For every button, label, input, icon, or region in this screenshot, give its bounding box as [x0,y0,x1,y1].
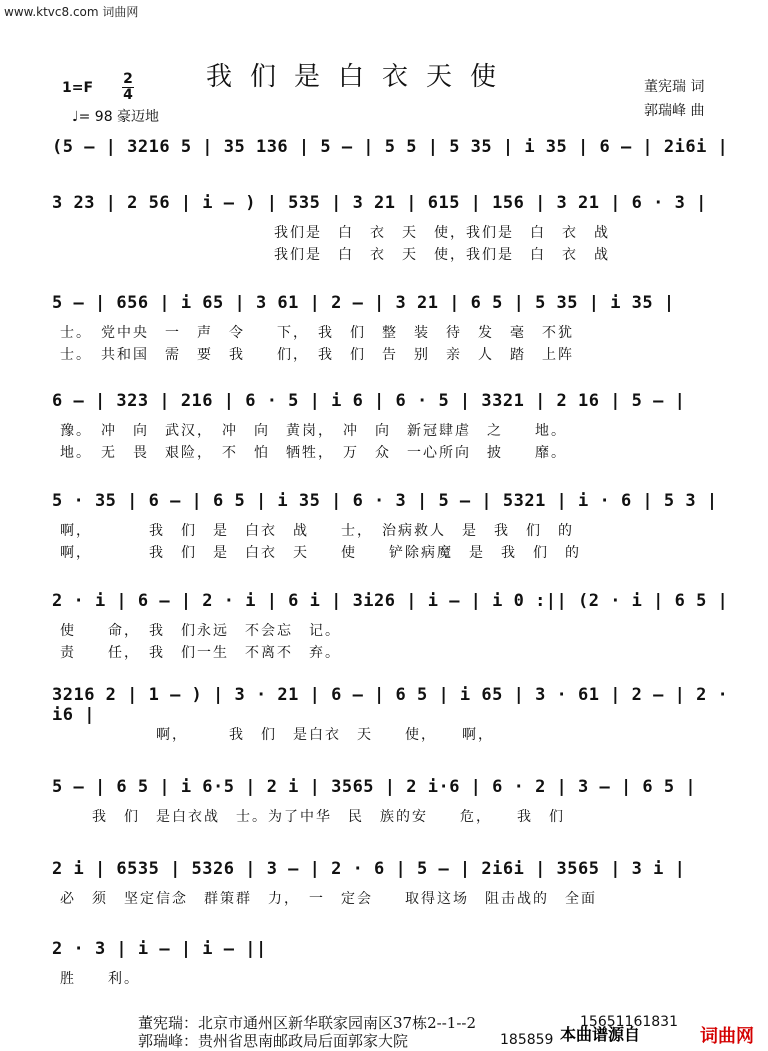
lyric-verse-2: 地。 无 畏 艰险， 不 怕 牺牲， 万 众 一心所向 披 靡。 [60,445,567,461]
song-title: 我们是白衣天使 [206,62,515,92]
notes: (5 – | 3216 5 | 35 136 | 5 – | 5 5 | 5 35 | i 35 | 6 – | 2i6i | [52,137,729,157]
lyricist-address: 董宪瑞：北京市通州区新华联家园南区37栋2--1--2 [138,1014,476,1032]
lyric-verse-1: 胜 利。 [60,971,140,987]
tempo-marking: ♩= 98 豪迈地 [72,109,160,125]
notes: 5 – | 6 5 | i 6·5 | 2 i | 3565 | 2 i·6 | 6 · 2 | 3 – | 6 5 | [52,777,697,797]
time-signature [122,72,134,103]
site-url[interactable]: www.ktvc8.com 词曲网 [4,5,139,19]
lyric-verse-1: 必 须 坚定信念 群策群 力， 一 定会 取得这场 阻击战的 全面 [60,891,597,907]
site-logo[interactable]: 词曲网 [700,1026,754,1047]
notes: 2 · i | 6 – | 2 · i | 6 i | 3i26 | i – | i 0 :|| (2 · i | 6 5 | [52,591,729,611]
notes: 3 23 | 2 56 | i – ) | 535 | 3 21 | 615 | 156 | 3 21 | 6 · 3 | [52,193,707,213]
source-stamp: 本曲谱源自 [560,1025,641,1044]
lyric-verse-2: 啊， 我 们 是 白衣 天 使 铲除病魔 是 我 们 的 [60,545,581,561]
composer-phone: 185859 [500,1032,554,1048]
time-bottom: 4 [123,87,133,103]
notes: 6 – | 323 | 216 | 6 · 5 | i 6 | 6 · 5 | 3321 | 2 16 | 5 – | [52,391,686,411]
key-signature: 1=F [62,80,94,96]
lyric-verse-1: 使 命， 我 们永远 不会忘 记。 [60,623,341,639]
lyric-verse-2: 士。 共和国 需 要 我 们， 我 们 告 别 亲 人 踏 上阵 [60,347,574,363]
notes: 2 i | 6535 | 5326 | 3 – | 2 · 6 | 5 – | 2i6i | 3565 | 3 i | [52,859,686,879]
lyric-verse-1: 士。 党中央 一 声 令 下， 我 们 整 装 待 发 毫 不犹 [60,325,574,341]
time-top: 2 [123,71,133,87]
lyric-verse-2: 责 任， 我 们一生 不离不 弃。 [60,645,341,661]
notes: 3216 2 | 1 – ) | 3 · 21 | 6 – | 6 5 | i 65 | 3 · 61 | 2 – | 2 · i6 | [52,685,729,725]
lyric-verse-1: 啊， 我 们 是白衣 天 使， 啊， [60,727,494,743]
lyricist-phone: 15651161831 [580,1014,678,1030]
composer-credit: 郭瑞峰 曲 [644,103,705,119]
lyric-verse-1: 豫。 冲 向 武汉， 冲 向 黄岗， 冲 向 新冠肆虐 之 地。 [60,423,567,439]
notes: 5 – | 656 | i 65 | 3 61 | 2 – | 3 21 | 6 5 | 5 35 | i 35 | [52,293,675,313]
lyric-verse-2: 我们是 白 衣 天 使，我们是 白 衣 战 [274,247,610,263]
lyric-verse-1: 我 们 是白衣战 士。为了中华 民 族的安 危， 我 们 [60,809,565,825]
notes: 5 · 35 | 6 – | 6 5 | i 35 | 6 · 3 | 5 – | 5321 | i · 6 | 5 3 | [52,491,718,511]
notes: 2 · 3 | i – | i – || [52,939,267,959]
lyricist-credit: 董宪瑞 词 [644,79,705,95]
composer-address: 郭瑞峰：贵州省思南邮政局后面郭家大院 [138,1032,409,1050]
lyric-verse-1: 我们是 白 衣 天 使，我们是 白 衣 战 [274,225,610,241]
lyric-verse-1: 啊， 我 们 是 白衣 战 士， 治病救人 是 我 们 的 [60,523,574,539]
